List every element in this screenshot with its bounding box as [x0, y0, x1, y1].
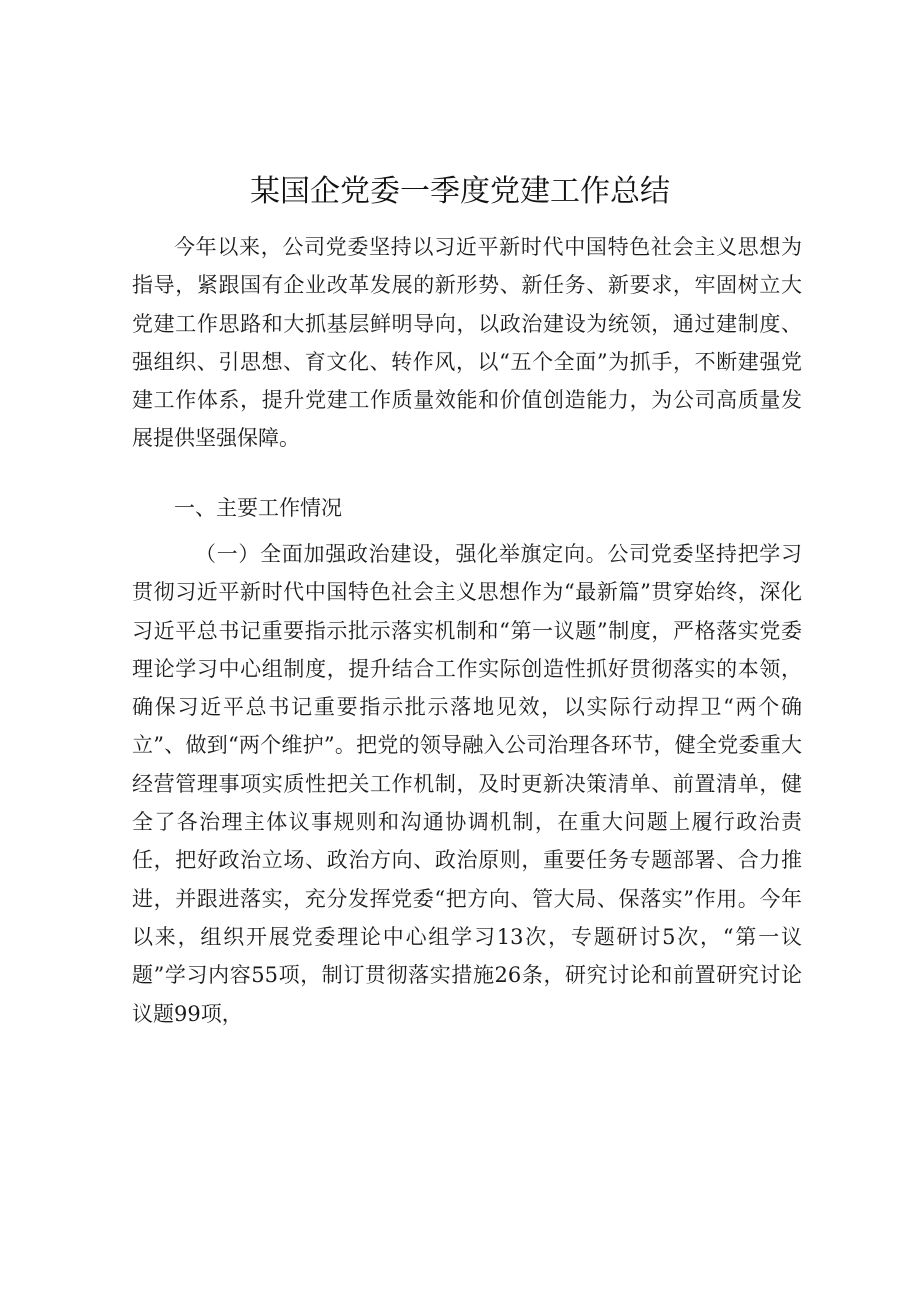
section-body-paragraph: （一）全面加强政治建设，强化举旗定向。公司党委坚持把学习贯彻习近平新时代中国特色社会主义思想作为“最新篇”贯穿始终，深化习近平总书记重要指示批示落实机制和“第一议题”制度，严格落实党委理论学习中心组制度，提升结合工作实际创造性抓好贯彻落实的本领，确保习近平总书记重要指示批示落地见效，以实际行动捍卫“两个确立”、做到“两个维护”。把党的领导融入公司治理各环节，健全党委重大经营管理事项实质性把关工作机制，及时更新决策清单、前置清单，健全了各治理主体议事规则和沟通协调机制，在重大问题上履行政治责任，把好政治立场、政治方向、政治原则，重要任务专题部署、合力推进，并跟进落实，充分发挥党委“把方向、管大局、保落实”作用。今年以来，组织开展党委理论中心组学习13次，专题研讨5次，“第一议题”学习内容55项，制订贯彻落实措施26条，研究讨论和前置研究讨论议题99项， [132, 542, 802, 1026]
section-heading: 一、主要工作情况 [174, 496, 342, 520]
document-title: 某国企党委一季度党建工作总结 [250, 174, 670, 209]
intro-paragraph: 今年以来，公司党委坚持以习近平新时代中国特色社会主义思想为指导，紧跟国有企业改革发展的新形势、新任务、新要求，牢固树立大党建工作思路和大抓基层鲜明导向，以政治建设为统领，通过建制度、强组织、引思想、育文化、转作风，以“五个全面”为抓手，不断建强党建工作体系，提升党建工作质量效能和价值创造能力，为公司高质量发展提供坚强保障。 [132, 235, 802, 451]
